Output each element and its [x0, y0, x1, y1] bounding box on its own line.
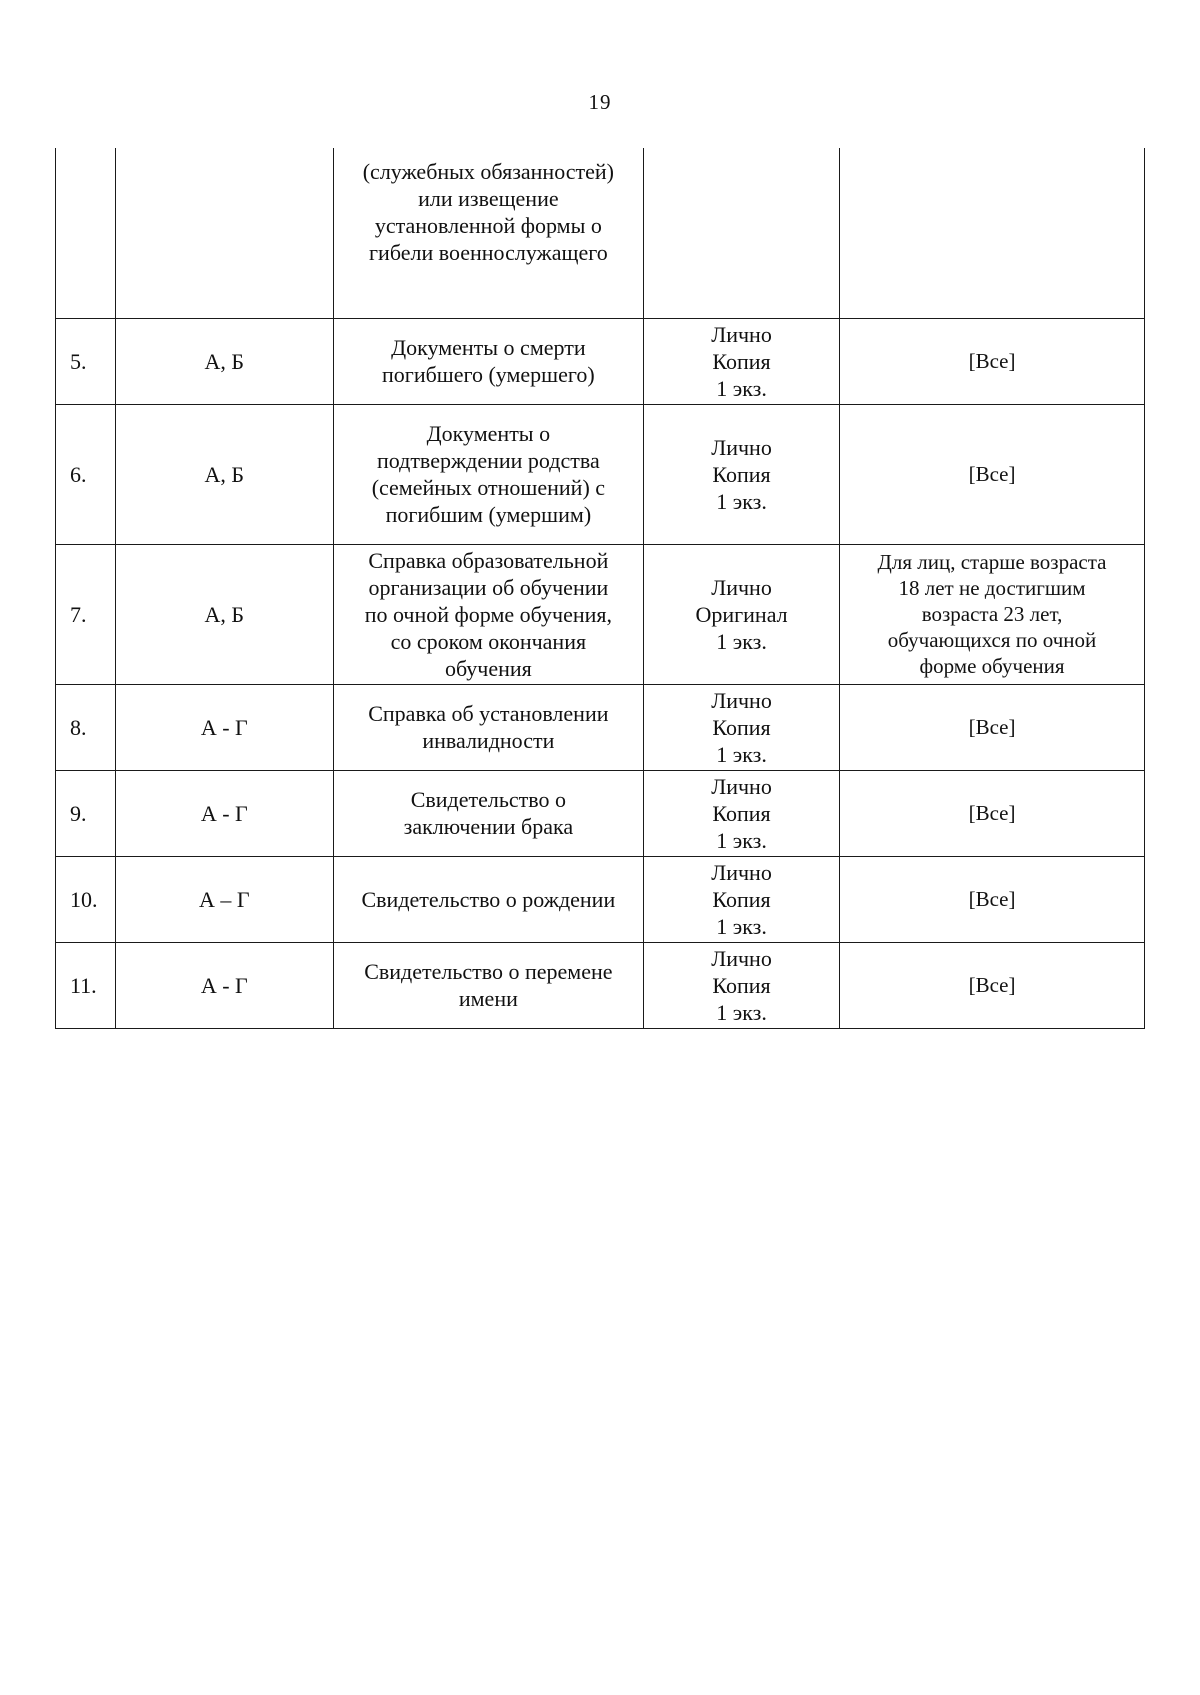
- row-number-cell: 8.: [56, 684, 116, 770]
- row-number-cell: 10.: [56, 856, 116, 942]
- categories-cell: А - Г: [115, 684, 333, 770]
- note-cell: Для лиц, старше возраста 18 лет не достигшим возраста 23 лет, обучающихся по очной форме обучения: [840, 544, 1145, 684]
- categories-cell: А - Г: [115, 770, 333, 856]
- table-row: [56, 684, 1145, 770]
- table-row: [56, 404, 1145, 544]
- document-cell: Свидетельство о рождении: [333, 856, 643, 942]
- table-row: [56, 544, 1145, 684]
- table-row: [56, 942, 1145, 1028]
- document-cell: Справка образовательной организации об обучении по очной форме обучения, со сроком окончания обучения: [333, 544, 643, 684]
- submission-cell: Лично Копия 1 экз.: [644, 770, 840, 856]
- categories-cell: А - Г: [115, 942, 333, 1028]
- row-number-cell: 6.: [56, 404, 116, 544]
- document-cell: Справка об установлении инвалидности: [333, 684, 643, 770]
- note-cell: [840, 148, 1145, 318]
- categories-cell: А – Г: [115, 856, 333, 942]
- categories-cell: А, Б: [115, 404, 333, 544]
- submission-cell: Лично Копия 1 экз.: [644, 318, 840, 404]
- table-row: [56, 318, 1145, 404]
- page-number: 19: [588, 90, 612, 114]
- note-cell: [Все]: [840, 856, 1145, 942]
- submission-cell: Лично Оригинал 1 экз.: [644, 544, 840, 684]
- note-cell: [Все]: [840, 942, 1145, 1028]
- row-number-cell: [56, 148, 116, 318]
- table-row: [56, 770, 1145, 856]
- row-number-cell: 11.: [56, 942, 116, 1028]
- note-cell: [Все]: [840, 684, 1145, 770]
- document-cell: Документы о смерти погибшего (умершего): [333, 318, 643, 404]
- note-cell: [Все]: [840, 770, 1145, 856]
- table-row-continuation: [56, 148, 1145, 318]
- document-cell: Документы о подтверждении родства (семейных отношений) с погибшим (умершим): [333, 404, 643, 544]
- row-number-cell: 5.: [56, 318, 116, 404]
- categories-cell: А, Б: [115, 544, 333, 684]
- document-cell: Свидетельство о заключении брака: [333, 770, 643, 856]
- document-cell: Свидетельство о перемене имени: [333, 942, 643, 1028]
- documents-table: [55, 148, 1145, 1029]
- submission-cell: [644, 148, 840, 318]
- submission-cell: Лично Копия 1 экз.: [644, 856, 840, 942]
- submission-cell: Лично Копия 1 экз.: [644, 684, 840, 770]
- document-cell: (служебных обязанностей) или извещение установленной формы о гибели военнослужащего: [333, 148, 643, 318]
- note-cell: [Все]: [840, 318, 1145, 404]
- submission-cell: Лично Копия 1 экз.: [644, 942, 840, 1028]
- categories-cell: А, Б: [115, 318, 333, 404]
- table-row: [56, 856, 1145, 942]
- submission-cell: Лично Копия 1 экз.: [644, 404, 840, 544]
- categories-cell: [115, 148, 333, 318]
- row-number-cell: 7.: [56, 544, 116, 684]
- row-number-cell: 9.: [56, 770, 116, 856]
- note-cell: [Все]: [840, 404, 1145, 544]
